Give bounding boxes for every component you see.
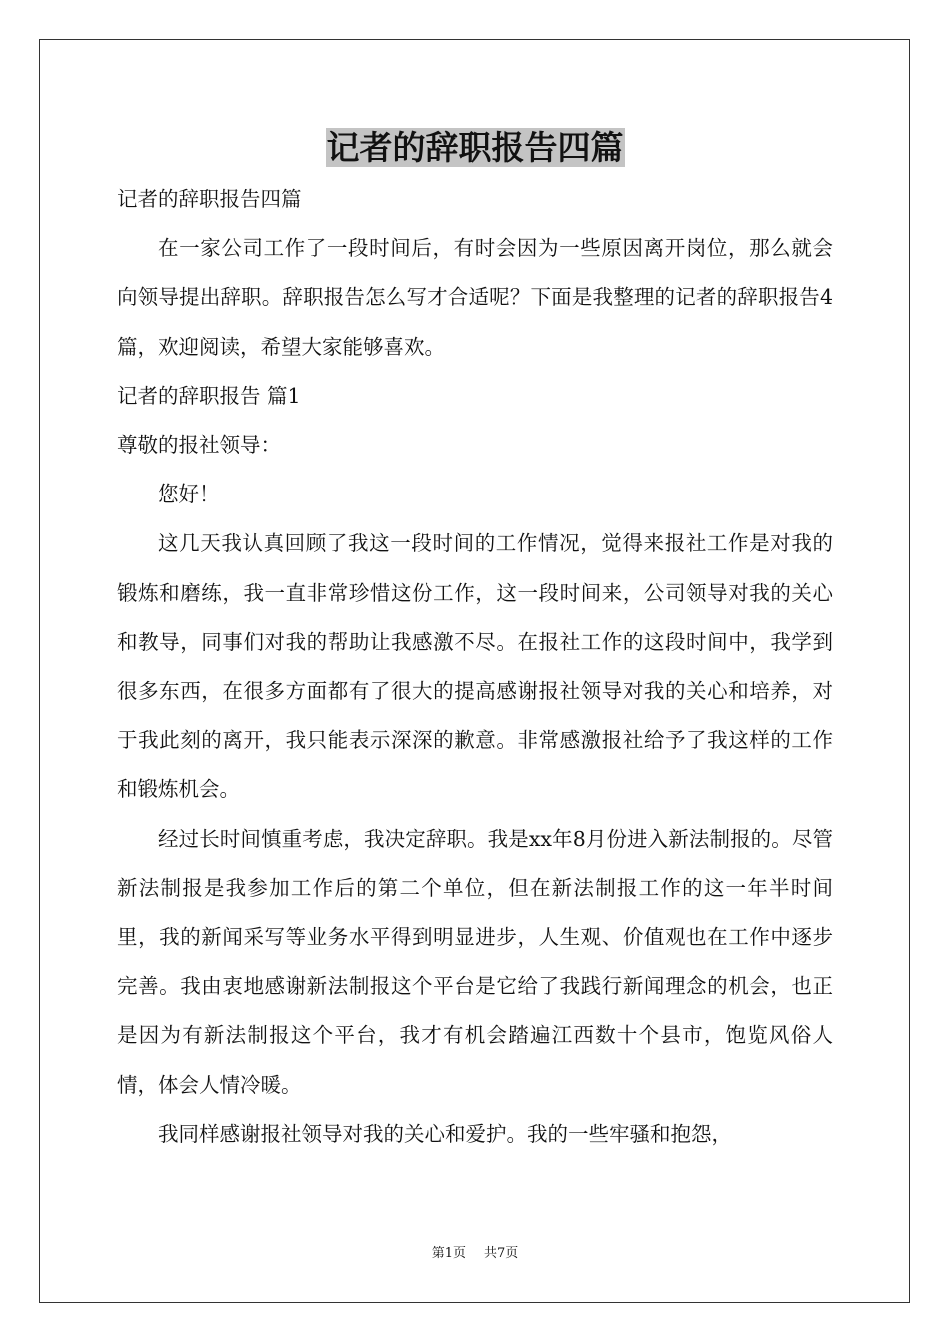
- paragraph: 经过长时间慎重考虑，我决定辞职。我是xx年8月份进入新法制报的。尽管新法制报是我参加工作后的第二个单位，但在新法制报工作的这一年半时间里，我的新闻采写等业务水平得到明显进步，人生观、价值观也在工作中逐步完善。我由衷地感谢新法制报这个平台是它给了我践行新闻理念的机会，也正是因为有新法制报这个平台，我才有机会踏遍江西数十个县市，饱览风俗人情，体会人情冷暖。: [117, 826, 833, 1097]
- document-title: [0, 124, 950, 172]
- document-body: [117, 175, 833, 1159]
- page-number: 第1页: [431, 1246, 466, 1261]
- paragraph: 记者的辞职报告四篇: [117, 187, 302, 211]
- page-total: 共7页: [484, 1246, 519, 1261]
- paragraph: 在一家公司工作了一段时间后，有时会因为一些原因离开岗位，那么就会向领导提出辞职。辞职报告怎么写才合适呢？下面是我整理的记者的辞职报告4篇，欢迎阅读，希望大家能够喜欢。: [117, 236, 833, 359]
- paragraph: 我同样感谢报社领导对我的关心和爱护。我的一些牢骚和抱怨，: [158, 1121, 732, 1146]
- section-heading: 记者的辞职报告 篇1: [117, 383, 301, 408]
- paragraph: 这几天我认真回顾了我这一段时间的工作情况，觉得来报社工作是对我的锻炼和磨练，我一直非常珍惜这份工作，这一段时间来，公司领导对我的关心和教导，同事们对我的帮助让我感激不尽。在报社工作的这段时间中，我学到很多东西，在很多方面都有了很大的提高感谢报社领导对我的关心和培养，对于我此刻的离开，我只能表示深深的歉意。非常感激报社给予了我这样的工作和锻炼机会。: [117, 531, 833, 802]
- salutation: 尊敬的报社领导：: [117, 433, 281, 458]
- document-title-text: 记者的辞职报告四篇: [326, 128, 624, 167]
- greeting: 您好！: [158, 482, 220, 507]
- page-footer: [0, 1245, 950, 1263]
